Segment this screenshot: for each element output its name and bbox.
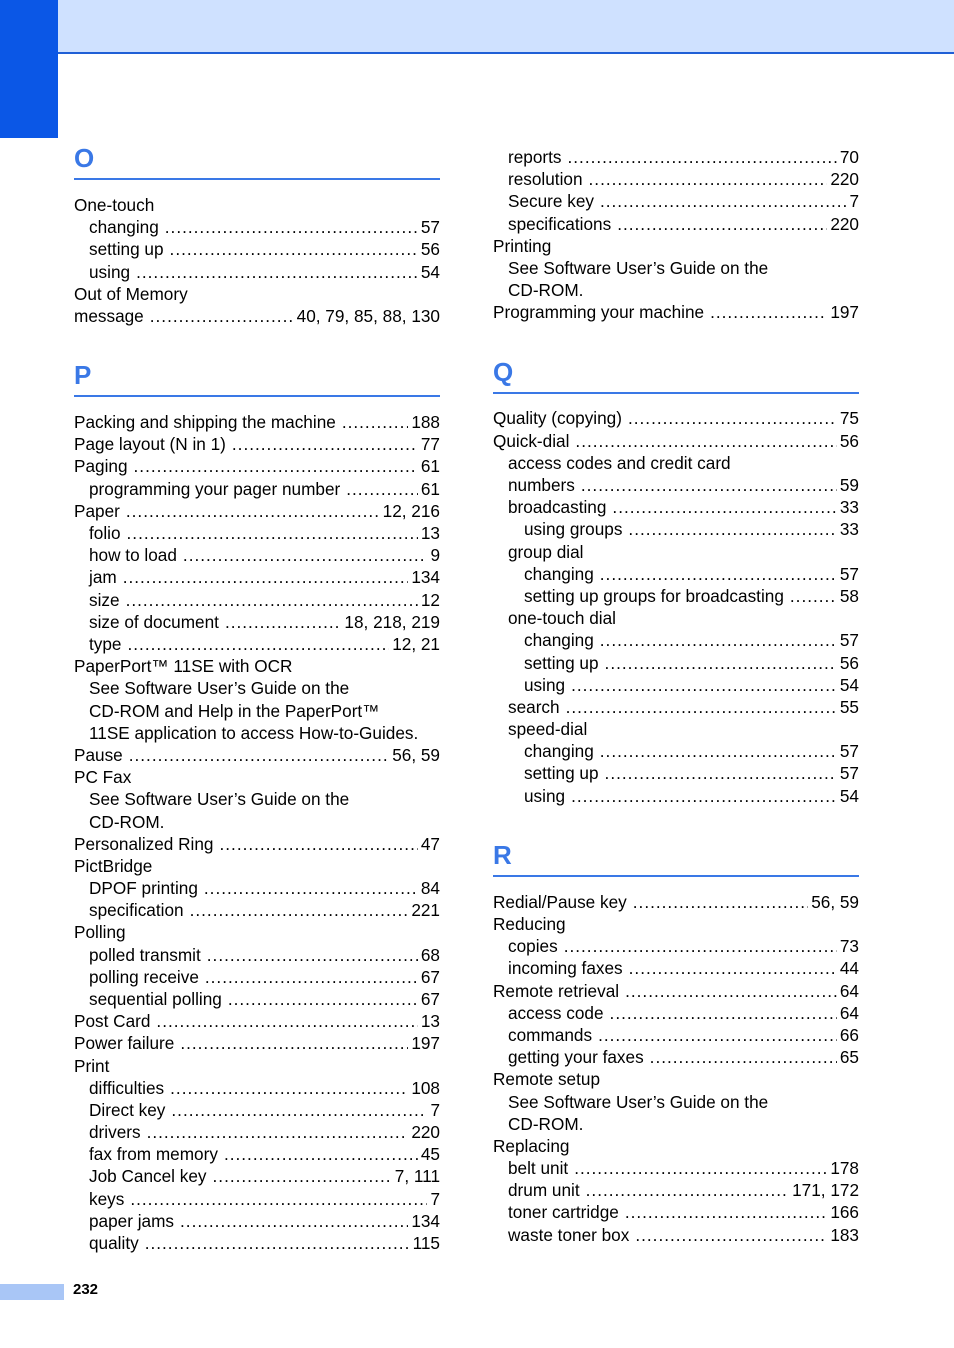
- dot-leader: [150, 305, 294, 327]
- index-entry: [493, 1024, 859, 1046]
- entry-pages: 134: [411, 567, 440, 588]
- index-entry: [74, 988, 440, 1010]
- dot-leader: [605, 652, 837, 674]
- index-entry: [493, 785, 859, 807]
- entry-pages: 166: [830, 1202, 859, 1223]
- entry-term: search: [508, 696, 560, 717]
- index-heading: access codes and credit card: [508, 452, 731, 473]
- index-entry: [493, 146, 859, 168]
- index-heading: See Software User’s Guide on the: [508, 1091, 769, 1112]
- dot-leader: [598, 1024, 837, 1046]
- entry-pages: 58: [839, 585, 859, 606]
- index-entry: [74, 522, 440, 544]
- dot-leader: [220, 833, 418, 855]
- section-gap: [74, 327, 440, 357]
- entry-term: difficulties: [89, 1077, 165, 1098]
- section-letter: P: [74, 360, 92, 391]
- index-entry: [493, 518, 859, 540]
- dot-leader: [171, 1099, 427, 1121]
- index-heading: Print: [74, 1055, 110, 1076]
- entry-pages: 220: [830, 169, 859, 190]
- index-entry: [493, 1202, 859, 1224]
- entry-term: Pause: [74, 744, 123, 765]
- dot-leader: [170, 238, 418, 260]
- dot-leader: [183, 544, 428, 566]
- dot-leader: [600, 740, 837, 762]
- entry-term: Remote retrieval: [493, 980, 620, 1001]
- entry-term: type: [89, 633, 122, 654]
- entry-pages: 188: [411, 412, 440, 433]
- dot-leader: [205, 966, 418, 988]
- entry-term: changing: [524, 630, 594, 651]
- dot-leader: [574, 1157, 827, 1179]
- dot-leader: [156, 1010, 417, 1032]
- index-entry: [493, 891, 859, 913]
- entry-term: keys: [89, 1188, 125, 1209]
- index-entry: [74, 456, 440, 478]
- section-rule: [74, 395, 440, 397]
- entry-pages: 115: [412, 1233, 440, 1254]
- dot-leader: [127, 522, 418, 544]
- dot-leader: [600, 563, 837, 585]
- index-entry: [493, 474, 859, 496]
- entry-pages: 67: [420, 966, 440, 987]
- entry-pages: 44: [839, 958, 859, 979]
- dot-leader: [628, 518, 836, 540]
- index-entry: [493, 763, 859, 785]
- dot-leader: [129, 744, 389, 766]
- dot-leader: [134, 455, 418, 477]
- dot-leader: [213, 1165, 392, 1187]
- index-entry: [74, 305, 440, 327]
- dot-leader: [225, 611, 341, 633]
- entry-pages: 12: [420, 589, 440, 610]
- entry-term: paper jams: [89, 1210, 175, 1231]
- entry-pages: 66: [839, 1024, 859, 1045]
- entry-pages: 197: [830, 302, 859, 323]
- entry-term: numbers: [508, 475, 575, 496]
- index-heading: Out of Memory: [74, 283, 188, 304]
- dot-leader: [625, 1201, 827, 1223]
- entry-term: setting up: [524, 763, 599, 784]
- index-entry: [74, 611, 440, 633]
- entry-term: polling receive: [89, 966, 199, 987]
- index-entry: [74, 1232, 440, 1254]
- entry-term: access code: [508, 1002, 604, 1023]
- index-heading: See Software User’s Guide on the: [508, 257, 769, 278]
- entry-pages: 108: [411, 1077, 440, 1098]
- entry-pages: 220: [830, 213, 859, 234]
- entry-pages: 54: [839, 785, 859, 806]
- index-entry: [74, 261, 440, 283]
- entry-term: size of document: [89, 611, 219, 632]
- index-entry: [74, 944, 440, 966]
- dot-leader: [586, 1179, 789, 1201]
- dot-leader: [126, 500, 380, 522]
- entry-term: incoming faxes: [508, 958, 623, 979]
- index-entry: [74, 833, 440, 855]
- section-rule: [493, 392, 859, 394]
- index-heading: Reducing: [493, 914, 566, 935]
- entry-term: setting up: [89, 239, 164, 260]
- dot-leader: [617, 213, 827, 235]
- entry-pages: 13: [420, 1011, 440, 1032]
- dot-leader: [575, 430, 836, 452]
- index-entry: [74, 744, 440, 766]
- entry-term: belt unit: [508, 1158, 569, 1179]
- dot-leader: [165, 216, 418, 238]
- dot-leader: [342, 411, 409, 433]
- entry-pages: 57: [839, 563, 859, 584]
- entry-pages: 55: [839, 696, 859, 717]
- dot-leader: [790, 585, 837, 607]
- index-entry: [493, 408, 859, 430]
- entry-pages: 57: [839, 630, 859, 651]
- index-heading: speed-dial: [508, 719, 588, 740]
- entry-pages: 59: [839, 475, 859, 496]
- dot-leader: [600, 190, 846, 212]
- index-entry: [493, 629, 859, 651]
- dot-leader: [180, 1032, 408, 1054]
- dot-leader: [571, 674, 837, 696]
- dot-leader: [629, 957, 837, 979]
- entry-pages: 9: [430, 545, 440, 566]
- index-entry: [493, 935, 859, 957]
- entry-pages: 70: [839, 146, 859, 167]
- index-entry: [74, 433, 440, 455]
- entry-pages: 56, 59: [392, 744, 440, 765]
- entry-term: specification: [89, 900, 184, 921]
- entry-pages: 7, 111: [394, 1166, 440, 1187]
- entry-term: Quality (copying): [493, 408, 622, 429]
- entry-pages: 13: [420, 523, 440, 544]
- entry-term: using: [524, 674, 566, 695]
- entry-pages: 57: [839, 741, 859, 762]
- entry-term: drivers: [89, 1122, 141, 1143]
- entry-pages: 40, 79, 85, 88, 130: [296, 305, 440, 326]
- dot-leader: [600, 629, 837, 651]
- entry-pages: 47: [420, 833, 440, 854]
- entry-term: jam: [89, 567, 117, 588]
- index-heading: 11SE application to access How-to-Guides.: [89, 722, 419, 743]
- entry-pages: 57: [839, 763, 859, 784]
- dot-leader: [180, 1210, 408, 1232]
- index-entry: [493, 213, 859, 235]
- entry-term: how to load: [89, 545, 177, 566]
- entry-pages: 56: [420, 239, 440, 260]
- index-entry: [493, 496, 859, 518]
- entry-pages: 64: [839, 1002, 859, 1023]
- entry-pages: 7: [849, 191, 859, 212]
- dot-leader: [568, 146, 837, 168]
- entry-term: Packing and shipping the machine: [74, 412, 336, 433]
- dot-leader: [625, 980, 837, 1002]
- index-entry: [74, 899, 440, 921]
- entry-pages: 61: [420, 478, 440, 499]
- dot-leader: [170, 1077, 408, 1099]
- entry-pages: 65: [839, 1047, 859, 1068]
- dot-leader: [126, 589, 418, 611]
- index-entry: [493, 563, 859, 585]
- entry-term: quality: [89, 1233, 139, 1254]
- dot-leader: [710, 301, 827, 323]
- index-entry: [493, 430, 859, 452]
- entry-term: Secure key: [508, 191, 594, 212]
- entry-term: reports: [508, 146, 562, 167]
- entry-pages: 134: [411, 1210, 440, 1231]
- index-entry: [74, 1099, 440, 1121]
- entry-term: Post Card: [74, 1011, 151, 1032]
- index-heading: CD-ROM.: [89, 811, 165, 832]
- dot-leader: [130, 1188, 427, 1210]
- entry-pages: 57: [420, 217, 440, 238]
- section-gap: [493, 324, 859, 354]
- dot-leader: [136, 261, 418, 283]
- index-heading: Replacing: [493, 1135, 570, 1156]
- entry-term: polled transmit: [89, 944, 201, 965]
- index-heading: One-touch: [74, 195, 155, 215]
- dot-leader: [128, 633, 390, 655]
- entry-term: changing: [524, 563, 594, 584]
- index-entry: [493, 190, 859, 212]
- index-heading: Polling: [74, 922, 126, 943]
- dot-leader: [589, 168, 828, 190]
- index-entry: [493, 1179, 859, 1201]
- entry-term: sequential polling: [89, 988, 222, 1009]
- entry-pages: 75: [839, 408, 859, 429]
- dot-leader: [232, 433, 418, 455]
- dot-leader: [207, 944, 418, 966]
- index-entry: [493, 1002, 859, 1024]
- dot-leader: [123, 566, 409, 588]
- index-entry: [74, 1077, 440, 1099]
- dot-leader: [228, 988, 418, 1010]
- index-entry: [74, 500, 440, 522]
- dot-leader: [147, 1121, 409, 1143]
- index-heading: Printing: [493, 235, 552, 256]
- entry-pages: 56, 59: [811, 891, 859, 912]
- entry-pages: 183: [830, 1224, 859, 1245]
- dot-leader: [566, 696, 837, 718]
- entry-term: message: [74, 305, 144, 326]
- entry-pages: 7: [430, 1099, 440, 1120]
- dot-leader: [190, 899, 409, 921]
- chapter-tab: [0, 0, 58, 138]
- entry-term: Programming your machine: [493, 302, 705, 323]
- index-entry: [74, 966, 440, 988]
- entry-pages: 56: [839, 652, 859, 673]
- entry-term: size: [89, 589, 120, 610]
- index-entry: [493, 1224, 859, 1246]
- entry-pages: 221: [411, 900, 440, 921]
- index-entry: [74, 238, 440, 260]
- entry-pages: 45: [420, 1144, 440, 1165]
- entry-term: toner cartridge: [508, 1202, 619, 1223]
- index-heading: See Software User’s Guide on the: [89, 789, 350, 810]
- index-entry: [493, 1046, 859, 1068]
- entry-pages: 7: [430, 1188, 440, 1209]
- dot-leader: [204, 877, 418, 899]
- entry-term: Page layout (N in 1): [74, 434, 226, 455]
- index-entry: [493, 585, 859, 607]
- index-entry: [74, 589, 440, 611]
- entry-term: copies: [508, 936, 558, 957]
- entry-term: Quick-dial: [493, 430, 570, 451]
- dot-leader: [635, 1224, 827, 1246]
- entry-pages: 64: [839, 980, 859, 1001]
- entry-pages: 33: [839, 497, 859, 518]
- index-heading: See Software User’s Guide on the: [89, 678, 350, 699]
- index-heading: CD-ROM.: [508, 1113, 584, 1134]
- index-entry: [493, 980, 859, 1002]
- index-entry: [74, 1166, 440, 1188]
- entry-term: commands: [508, 1024, 593, 1045]
- index-entry: [493, 168, 859, 190]
- index-entry: [493, 696, 859, 718]
- entry-term: Direct key: [89, 1099, 166, 1120]
- entry-term: using: [524, 785, 566, 806]
- entry-term: Power failure: [74, 1033, 175, 1054]
- dot-leader: [610, 1002, 837, 1024]
- header-band: [0, 0, 954, 54]
- section-rule: [74, 178, 440, 180]
- entry-term: setting up: [524, 652, 599, 673]
- entry-pages: 54: [839, 674, 859, 695]
- section-rule: [493, 875, 859, 877]
- entry-pages: 178: [830, 1158, 859, 1179]
- index-heading: PictBridge: [74, 855, 153, 876]
- index-heading: PaperPort™ 11SE with OCR: [74, 656, 293, 677]
- page-number: 232: [73, 1281, 99, 1298]
- index-entry: [493, 652, 859, 674]
- entry-pages: 73: [839, 936, 859, 957]
- entry-pages: 220: [411, 1122, 440, 1143]
- entry-term: broadcasting: [508, 497, 607, 518]
- index-column-left: [74, 140, 440, 1254]
- index-entry: [74, 1210, 440, 1232]
- entry-term: programming your pager number: [89, 478, 341, 499]
- dot-leader: [346, 478, 418, 500]
- entry-term: resolution: [508, 169, 583, 190]
- index-entry: [74, 1121, 440, 1143]
- index-column-right: [493, 146, 859, 1246]
- section-gap: [493, 807, 859, 837]
- index-entry: [74, 633, 440, 655]
- dot-leader: [145, 1232, 410, 1254]
- dot-leader: [581, 474, 837, 496]
- entry-term: drum unit: [508, 1180, 580, 1201]
- index-entry: [493, 301, 859, 323]
- section-letter: O: [74, 143, 95, 173]
- entry-pages: 84: [420, 878, 440, 899]
- entry-pages: 54: [420, 261, 440, 282]
- entry-pages: 67: [420, 988, 440, 1009]
- entry-term: using: [89, 261, 131, 282]
- index-entry: [74, 566, 440, 588]
- index-heading: CD-ROM and Help in the PaperPort™: [89, 700, 380, 721]
- dot-leader: [564, 935, 837, 957]
- index-heading: group dial: [508, 541, 584, 562]
- entry-pages: 12, 216: [382, 500, 440, 521]
- entry-term: changing: [524, 741, 594, 762]
- dot-leader: [605, 762, 837, 784]
- section-letter: R: [493, 839, 512, 870]
- index-entry: [74, 1010, 440, 1032]
- entry-term: Paper: [74, 500, 120, 521]
- index-entry: [493, 957, 859, 979]
- index-heading: Remote setup: [493, 1069, 601, 1090]
- entry-term: Job Cancel key: [89, 1166, 207, 1187]
- index-entry: [74, 877, 440, 899]
- entry-pages: 68: [420, 944, 440, 965]
- dot-leader: [633, 891, 808, 913]
- entry-term: changing: [89, 217, 159, 238]
- entry-term: specifications: [508, 213, 612, 234]
- index-entry: [493, 674, 859, 696]
- entry-pages: 56: [839, 430, 859, 451]
- entry-pages: 171, 172: [792, 1180, 859, 1201]
- entry-pages: 197: [411, 1033, 440, 1054]
- index-entry: [74, 1143, 440, 1165]
- entry-term: Personalized Ring: [74, 833, 214, 854]
- index-heading: CD-ROM.: [508, 280, 584, 301]
- footer-bar: [0, 1284, 64, 1300]
- entry-term: setting up groups for broadcasting: [524, 585, 784, 606]
- section-letter: Q: [493, 356, 514, 387]
- index-entry: [74, 1032, 440, 1054]
- dot-leader: [571, 785, 837, 807]
- entry-term: folio: [89, 523, 121, 544]
- index-entry: [74, 478, 440, 500]
- index-entry: [74, 411, 440, 433]
- index-entry: [74, 216, 440, 238]
- entry-term: fax from memory: [89, 1144, 218, 1165]
- entry-term: Redial/Pause key: [493, 891, 627, 912]
- entry-term: waste toner box: [508, 1224, 630, 1245]
- index-entry: [74, 544, 440, 566]
- index-entry: [493, 1157, 859, 1179]
- index-entry: [493, 740, 859, 762]
- entry-pages: 33: [839, 519, 859, 540]
- entry-term: DPOF printing: [89, 878, 198, 899]
- entry-pages: 12, 21: [392, 633, 440, 654]
- dot-leader: [650, 1046, 837, 1068]
- entry-term: Paging: [74, 456, 128, 477]
- entry-term: using groups: [524, 519, 623, 540]
- entry-pages: 77: [420, 434, 440, 455]
- index-heading: one-touch dial: [508, 608, 616, 629]
- index-entry: [74, 1188, 440, 1210]
- dot-leader: [612, 496, 836, 518]
- entry-term: getting your faxes: [508, 1047, 644, 1068]
- entry-pages: 61: [420, 456, 440, 477]
- dot-leader: [628, 407, 837, 429]
- index-heading: PC Fax: [74, 767, 132, 788]
- dot-leader: [224, 1143, 418, 1165]
- entry-pages: 18, 218, 219: [344, 611, 440, 632]
